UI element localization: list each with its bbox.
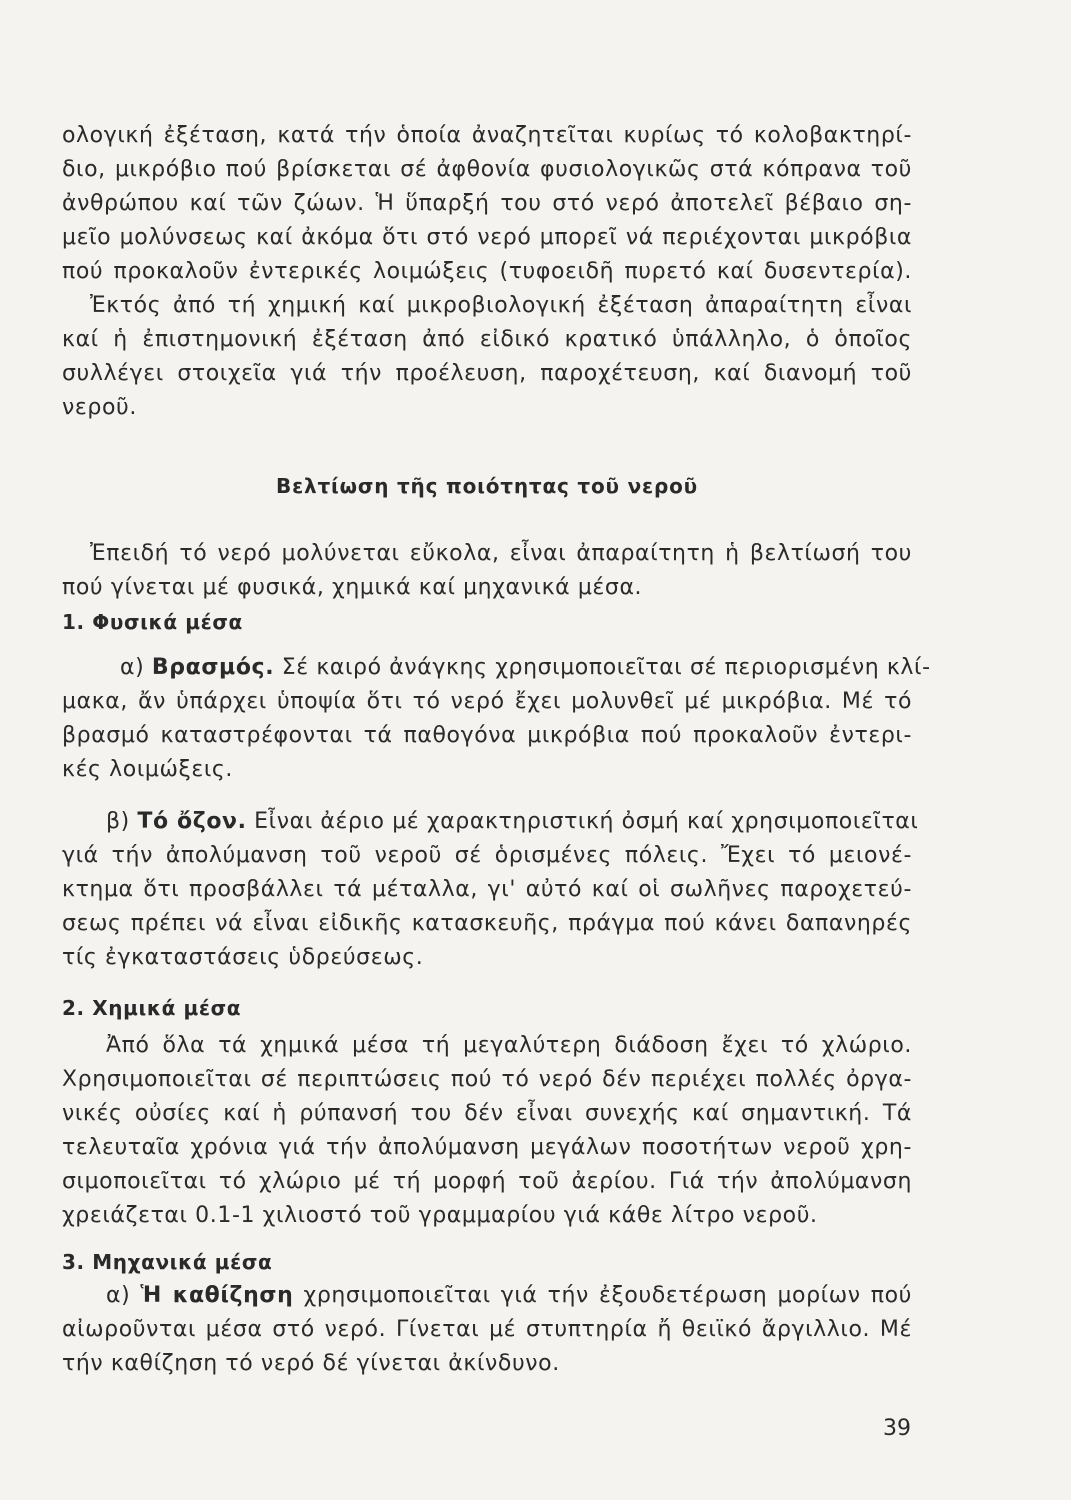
item-prefix: α) bbox=[120, 655, 152, 680]
text-line: μεῖο μολύνσεως καί ἀκόμα ὅτι στό νερό μπορεῖ νά περιέχονται μικρόβια bbox=[62, 225, 912, 250]
text-line: νικές οὐσίες καί ἡ ρύπανσή του δέν εἶναι συνεχής καί σημαντική. Τά bbox=[62, 1101, 912, 1126]
term-ozone: Τό ὄζον. bbox=[137, 809, 247, 834]
item-text: χρησιμοποιεῖται γιά τήν ἐξουδετέρωση μορίων πού bbox=[293, 1283, 912, 1308]
text-line: γιά τήν ἀπολύμανση τοῦ νεροῦ σέ ὁρισμένες πόλεις. Ἔχει τό μειονέ- bbox=[62, 843, 912, 868]
term-sedimentation: Ἡ καθίζηση bbox=[140, 1283, 294, 1308]
text-line: σεως πρέπει νά εἶναι εἰδικῆς κατασκευῆς, πράγμα πού κάνει δαπανηρές bbox=[62, 911, 912, 936]
subsection-title: 3. Μηχανικά μέσα bbox=[62, 1250, 273, 1274]
text-line: μακα, ἄν ὑπάρχει ὑποψία ὅτι τό νερό ἔχει μολυνθεῖ μέ μικρόβια. Μέ τό bbox=[62, 689, 912, 714]
text-line: Ἐκτός ἀπό τή χημική καί μικροβιολογική ἐξέταση ἀπαραίτητη εἶναι bbox=[90, 293, 912, 318]
section-title: Βελτίωση τῆς ποιότητας τοῦ νεροῦ bbox=[276, 474, 698, 498]
text-line: Ἐπειδή τό νερό μολύνεται εὔκολα, εἶναι ἀπαραίτητη ἡ βελτίωσή του bbox=[90, 541, 912, 566]
page-body bbox=[62, 108, 931, 1438]
text-line: πού γίνεται μέ φυσικά, χημικά καί μηχανικά μέσα. bbox=[62, 575, 643, 600]
text-line: αἰωροῦνται μέσα στό νερό. Γίνεται μέ στυπτηρία ἤ θειϊκό ἄργιλλιο. Μέ bbox=[62, 1317, 912, 1342]
item-text: Σέ καιρό ἀνάγκης χρησιμοποιεῖται σέ περιορισμένη κλί- bbox=[274, 655, 931, 680]
text-line: συλλέγει στοιχεῖα γιά τήν προέλευση, παροχέτευση, καί διανομή τοῦ bbox=[62, 361, 912, 386]
text-line: σιμοποιεῖται τό χλώριο μέ τή μορφή τοῦ ἀερίου. Γιά τήν ἀπολύμανση bbox=[62, 1169, 912, 1194]
term-boiling: Βρασμός. bbox=[151, 655, 275, 680]
text-line: τελευταῖα χρόνια γιά τήν ἀπολύμανση μεγάλων ποσοτήτων νεροῦ χρη- bbox=[62, 1135, 912, 1160]
text-line: κτημα ὅτι προσβάλλει τά μέταλλα, γι' αὐτό καί οἱ σωλῆνες παροχετεύ- bbox=[62, 877, 912, 902]
text-line: Ἀπό ὅλα τά χημικά μέσα τή μεγαλύτερη διάδοση ἔχει τό χλώριο. bbox=[106, 1033, 912, 1058]
text-line: ἀνθρώπου καί τῶν ζώων. Ἡ ὕπαρξή του στό νερό ἀποτελεῖ βέβαιο ση- bbox=[62, 191, 912, 216]
text-line bbox=[106, 1280, 912, 1312]
text-line bbox=[120, 652, 931, 684]
text-line: τήν καθίζηση τό νερό δέ γίνεται ἀκίνδυνο. bbox=[62, 1351, 560, 1376]
text-line: διο, μικρόβιο πού βρίσκεται σέ ἀφθονία φυσιολογικῶς στά κόπρανα τοῦ bbox=[62, 157, 912, 182]
item-prefix: β) bbox=[106, 809, 138, 834]
text-line: ολογική ἐξέταση, κατά τήν ὁποία ἀναζητεῖται κυρίως τό κολοβακτηρί- bbox=[62, 123, 912, 148]
text-line: καί ἡ ἐπιστημονική ἐξέταση ἀπό εἰδικό κρατικό ὑπάλληλο, ὁ ὁποῖος bbox=[62, 327, 912, 352]
page-number: 39 bbox=[883, 1416, 911, 1441]
item-text: Εἶναι ἀέριο μέ χαρακτηριστική ὀσμή καί χρησιμοποιεῖται bbox=[246, 809, 919, 834]
text-line: νεροῦ. bbox=[62, 395, 137, 420]
item-prefix: α) bbox=[106, 1283, 141, 1308]
subsection-title: 2. Χημικά μέσα bbox=[62, 996, 242, 1020]
text-line: χρειάζεται 0.1-1 χιλιοστό τοῦ γραμμαρίου γιά κάθε λίτρο νεροῦ. bbox=[62, 1203, 818, 1228]
text-line: πού προκαλοῦν ἐντερικές λοιμώξεις (τυφοειδῆ πυρετό καί δυσεντερία). bbox=[62, 259, 912, 284]
text-line: κές λοιμώξεις. bbox=[62, 757, 234, 782]
text-line: τίς ἐγκαταστάσεις ὑδρεύσεως. bbox=[62, 945, 424, 970]
text-line bbox=[106, 806, 919, 838]
text-line: Χρησιμοποιεῖται σέ περιπτώσεις πού τό νερό δέν περιέχει πολλές ὀργα- bbox=[62, 1067, 912, 1092]
text-line: βρασμό καταστρέφονται τά παθογόνα μικρόβια πού προκαλοῦν ἐντερι- bbox=[62, 723, 912, 748]
subsection-title: 1. Φυσικά μέσα bbox=[62, 610, 243, 634]
